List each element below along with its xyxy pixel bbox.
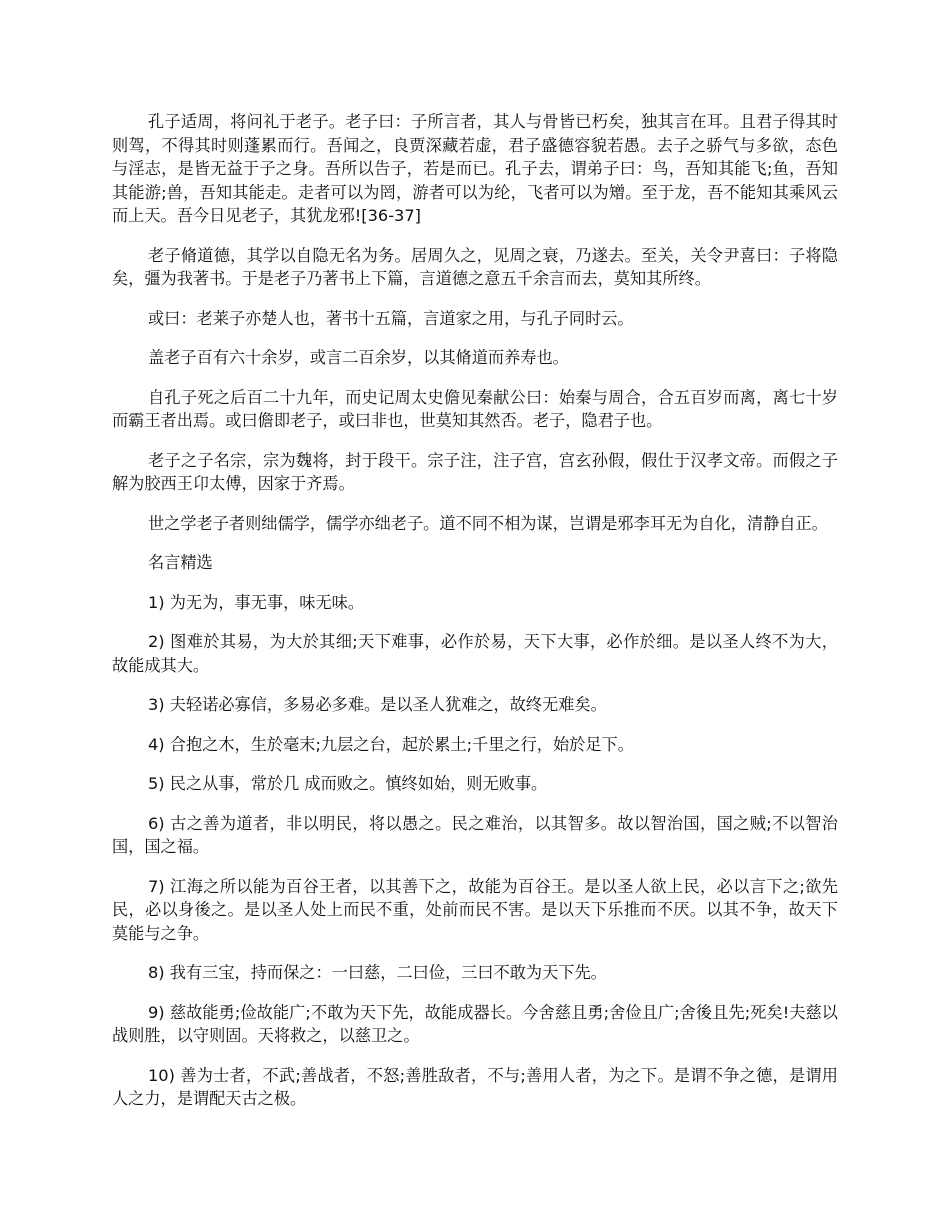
quote-item: 1) 为无为，事无事，味无味。 bbox=[148, 592, 365, 612]
paragraph-laolaizi: 或曰：老莱子亦楚人也，著书十五篇，言道家之用，与孔子同时云。 bbox=[148, 308, 634, 328]
section-title: 名言精选 bbox=[148, 553, 213, 572]
paragraph-confucius-visit: 孔子适周，将问礼于老子。老子曰：子所言者，其人与骨皆已朽矣，独其言在耳。且君子得其时则驾，不得其时则蓬累而行。吾闻之，良贾深藏若虚，君子盛德容貌若愚。去子之骄气与多欲，态色与淫志，是皆无益于子之身。吾所以告子，若是而已。孔子去，谓弟子曰：鸟，吾知其能飞;鱼，吾知其能游;兽，吾知其能走。走者可以为罔，游者可以为纶，飞者可以为矰。至于龙，吾不能知其乘风云而上天。吾今日见老子，其犹龙邪![36-37] bbox=[112, 112, 838, 225]
quote-item: 10) 善为士者，不武;善战者，不怒;善胜敌者，不与;善用人者，为之下。是谓不争之德，是谓用人之力，是谓配天古之极。 bbox=[112, 1065, 838, 1108]
quote-item: 9) 慈故能勇;俭故能广;不敢为天下先，故能成器长。今舍慈且勇;舍俭且广;舍後且先;死矣!夫慈以战则胜，以守则固。天将救之，以慈卫之。 bbox=[112, 1002, 838, 1045]
document-body bbox=[112, 110, 838, 1127]
paragraph-scholars: 世之学老子者则绌儒学，儒学亦绌老子。道不同不相为谋，岂谓是邪李耳无为自化，清静自正。 bbox=[148, 513, 828, 533]
quote-item: 8) 我有三宝，持而保之：一曰慈，二曰俭，三曰不敢为天下先。 bbox=[148, 963, 607, 982]
quote-item: 2) 图难於其易，为大於其细;天下难事，必作於易，天下大事，必作於细。是以圣人终不为大，故能成其大。 bbox=[112, 632, 838, 675]
paragraph-longevity: 盖老子百有六十余岁，或言二百余岁，以其脩道而养寿也。 bbox=[148, 348, 569, 367]
paragraph-dan: 自孔子死之后百二十九年，而史记周太史儋见秦献公曰：始秦与周合，合五百岁而离，离七十岁而霸王者出焉。或曰儋即老子，或曰非也，世莫知其然否。老子，隐君子也。 bbox=[112, 387, 838, 430]
paragraph-laozi-writes-book: 老子脩道德，其学以自隐无名为务。居周久之，见周之衰，乃遂去。至关，关令尹喜曰：子将隐矣，彊为我著书。于是老子乃著书上下篇，言道德之意五千余言而去，莫知其所终。 bbox=[112, 245, 838, 288]
quote-item: 3) 夫轻诺必寡信，多易必多难。是以圣人犹难之，故终无难矣。 bbox=[148, 695, 607, 714]
quote-item: 6) 古之善为道者，非以明民，将以愚之。民之难治，以其智多。故以智治国，国之贼;不以智治国，国之福。 bbox=[112, 813, 838, 856]
quote-item: 4) 合抱之木，生於毫末;九层之台，起於累土;千里之行，始於足下。 bbox=[148, 734, 634, 754]
quote-item: 5) 民之从事，常於几 成而败之。慎终如始，则无败事。 bbox=[148, 774, 548, 793]
quote-item: 7) 江海之所以能为百谷王者，以其善下之，故能为百谷王。是以圣人欲上民，必以言下之;欲先民，必以身後之。是以圣人处上而民不重，处前而民不害。是以天下乐推而不厌。以其不争，故天下莫能与之争。 bbox=[112, 876, 838, 943]
paragraph-descendants: 老子之子名宗，宗为魏将，封于段干。宗子注，注子宫，宫玄孙假，假仕于汉孝文帝。而假之子解为胶西王卬太傅，因家于齐焉。 bbox=[112, 450, 838, 493]
